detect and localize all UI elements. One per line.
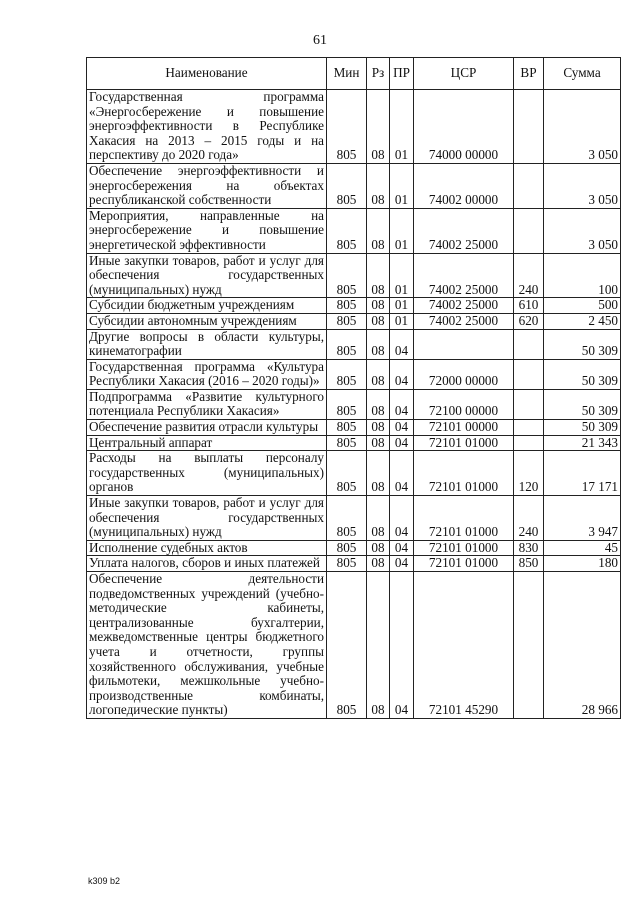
row-rz-cell: 08 — [367, 329, 390, 359]
table-body — [87, 90, 621, 719]
row-pr-cell: 04 — [390, 329, 414, 359]
row-pr-cell: 04 — [390, 496, 414, 541]
row-sum-cell: 28 966 — [544, 572, 621, 719]
row-pr-cell: 04 — [390, 451, 414, 496]
row-sum-cell: 3 050 — [544, 163, 621, 208]
row-csr-cell: 72101 01000 — [414, 496, 514, 541]
row-rz-cell: 08 — [367, 451, 390, 496]
row-pr-cell: 04 — [390, 556, 414, 572]
table-row — [87, 435, 621, 451]
row-name-cell: Обеспечение деятельности подведомственных учреждений (учебно-методические кабинеты, централизованные бухгалтерии, межведомственные центры бюджетного учета и отчетности, группы хозяйственного обслуживания, учебные фильмотеки, межшкольные учебно-производственные комбинаты, логопедические пункты) — [87, 572, 327, 719]
row-rz-cell: 08 — [367, 420, 390, 436]
row-sum-cell: 2 450 — [544, 313, 621, 329]
column-header-pr: ПР — [390, 58, 414, 90]
row-rz-cell: 08 — [367, 556, 390, 572]
row-rz-cell: 08 — [367, 496, 390, 541]
row-name-cell: Субсидии автономным учреждениям — [87, 313, 327, 329]
row-rz-cell: 08 — [367, 572, 390, 719]
row-name-cell: Расходы на выплаты персоналу государственных (муниципальных) органов — [87, 451, 327, 496]
row-min-cell: 805 — [327, 253, 367, 298]
row-rz-cell: 08 — [367, 435, 390, 451]
column-header-csr: ЦСР — [414, 58, 514, 90]
row-csr-cell: 72101 01000 — [414, 435, 514, 451]
row-csr-cell: 74002 25000 — [414, 313, 514, 329]
table-row — [87, 90, 621, 164]
row-csr-cell: 74002 25000 — [414, 208, 514, 253]
row-min-cell: 805 — [327, 329, 367, 359]
row-vr-cell — [514, 329, 544, 359]
row-vr-cell: 240 — [514, 496, 544, 541]
row-vr-cell — [514, 435, 544, 451]
table-row — [87, 313, 621, 329]
row-pr-cell: 01 — [390, 313, 414, 329]
row-pr-cell: 01 — [390, 163, 414, 208]
row-pr-cell: 04 — [390, 420, 414, 436]
row-min-cell: 805 — [327, 451, 367, 496]
row-name-cell: Мероприятия, направленные на энергосбережение и повышение энергетической эффективности — [87, 208, 327, 253]
row-rz-cell: 08 — [367, 253, 390, 298]
table-row — [87, 329, 621, 359]
table-row — [87, 389, 621, 419]
table-row — [87, 298, 621, 314]
row-rz-cell: 08 — [367, 163, 390, 208]
row-csr-cell: 74000 00000 — [414, 90, 514, 164]
row-vr-cell — [514, 420, 544, 436]
row-csr-cell: 72101 01000 — [414, 540, 514, 556]
row-min-cell: 805 — [327, 389, 367, 419]
row-min-cell: 805 — [327, 540, 367, 556]
row-name-cell: Государственная программа «Энергосбережение и повышение энергоэффективности в Республике Хакасия на 2013 – 2015 годы и на перспективу до 2020 года» — [87, 90, 327, 164]
row-sum-cell: 45 — [544, 540, 621, 556]
row-vr-cell — [514, 359, 544, 389]
row-min-cell: 805 — [327, 496, 367, 541]
row-min-cell: 805 — [327, 420, 367, 436]
row-vr-cell — [514, 163, 544, 208]
row-pr-cell: 04 — [390, 540, 414, 556]
row-rz-cell: 08 — [367, 298, 390, 314]
row-name-cell: Исполнение судебных актов — [87, 540, 327, 556]
row-name-cell: Центральный аппарат — [87, 435, 327, 451]
column-header-rz: Рз — [367, 58, 390, 90]
table-row — [87, 451, 621, 496]
row-vr-cell: 610 — [514, 298, 544, 314]
row-rz-cell: 08 — [367, 540, 390, 556]
table-row — [87, 556, 621, 572]
table-header-row — [87, 58, 621, 90]
row-sum-cell: 50 309 — [544, 329, 621, 359]
row-min-cell: 805 — [327, 208, 367, 253]
row-vr-cell — [514, 208, 544, 253]
row-csr-cell: 72101 01000 — [414, 556, 514, 572]
row-pr-cell: 01 — [390, 253, 414, 298]
table-row — [87, 420, 621, 436]
column-header-vr: ВР — [514, 58, 544, 90]
table-row — [87, 359, 621, 389]
row-vr-cell: 620 — [514, 313, 544, 329]
row-sum-cell: 100 — [544, 253, 621, 298]
row-pr-cell: 04 — [390, 435, 414, 451]
row-rz-cell: 08 — [367, 90, 390, 164]
row-vr-cell — [514, 389, 544, 419]
row-name-cell: Обеспечение энергоэффективности и энергосбережения на объектах республиканской собственности — [87, 163, 327, 208]
row-vr-cell: 850 — [514, 556, 544, 572]
row-name-cell: Уплата налогов, сборов и иных платежей — [87, 556, 327, 572]
row-min-cell: 805 — [327, 90, 367, 164]
table-row — [87, 572, 621, 719]
row-sum-cell: 50 309 — [544, 359, 621, 389]
row-min-cell: 805 — [327, 359, 367, 389]
row-pr-cell: 01 — [390, 208, 414, 253]
table-row — [87, 253, 621, 298]
column-header-name: Наименование — [87, 58, 327, 90]
row-csr-cell: 72101 45290 — [414, 572, 514, 719]
row-csr-cell: 74002 25000 — [414, 253, 514, 298]
row-csr-cell: 74002 25000 — [414, 298, 514, 314]
row-sum-cell: 17 171 — [544, 451, 621, 496]
row-vr-cell — [514, 90, 544, 164]
row-min-cell: 805 — [327, 163, 367, 208]
row-rz-cell: 08 — [367, 313, 390, 329]
row-pr-cell: 01 — [390, 298, 414, 314]
row-csr-cell: 72000 00000 — [414, 359, 514, 389]
row-sum-cell: 21 343 — [544, 435, 621, 451]
row-min-cell: 805 — [327, 435, 367, 451]
table-row — [87, 208, 621, 253]
row-pr-cell: 04 — [390, 572, 414, 719]
row-csr-cell — [414, 329, 514, 359]
row-min-cell: 805 — [327, 556, 367, 572]
row-name-cell: Иные закупки товаров, работ и услуг для обеспечения государственных (муниципальных) нужд — [87, 496, 327, 541]
footer-code: k309 b2 — [88, 876, 121, 886]
row-name-cell: Обеспечение развития отрасли культуры — [87, 420, 327, 436]
row-name-cell: Другие вопросы в области культуры, кинематографии — [87, 329, 327, 359]
page-number: 61 — [313, 33, 327, 48]
row-csr-cell: 72101 00000 — [414, 420, 514, 436]
row-vr-cell: 120 — [514, 451, 544, 496]
table-row — [87, 540, 621, 556]
row-sum-cell: 3 050 — [544, 208, 621, 253]
row-vr-cell: 830 — [514, 540, 544, 556]
row-pr-cell: 04 — [390, 389, 414, 419]
row-pr-cell: 01 — [390, 90, 414, 164]
row-name-cell: Государственная программа «Культура Республики Хакасия (2016 – 2020 годы)» — [87, 359, 327, 389]
row-sum-cell: 500 — [544, 298, 621, 314]
row-rz-cell: 08 — [367, 359, 390, 389]
row-name-cell: Подпрограмма «Развитие культурного потенциала Республики Хакасия» — [87, 389, 327, 419]
row-vr-cell: 240 — [514, 253, 544, 298]
row-sum-cell: 180 — [544, 556, 621, 572]
row-min-cell: 805 — [327, 298, 367, 314]
column-header-sum: Сумма — [544, 58, 621, 90]
row-min-cell: 805 — [327, 572, 367, 719]
row-sum-cell: 3 050 — [544, 90, 621, 164]
table-row — [87, 496, 621, 541]
row-rz-cell: 08 — [367, 389, 390, 419]
row-rz-cell: 08 — [367, 208, 390, 253]
row-pr-cell: 04 — [390, 359, 414, 389]
row-min-cell: 805 — [327, 313, 367, 329]
row-csr-cell: 72100 00000 — [414, 389, 514, 419]
row-vr-cell — [514, 572, 544, 719]
table-row — [87, 163, 621, 208]
row-sum-cell: 3 947 — [544, 496, 621, 541]
budget-table — [86, 57, 621, 719]
row-sum-cell: 50 309 — [544, 389, 621, 419]
row-sum-cell: 50 309 — [544, 420, 621, 436]
row-name-cell: Субсидии бюджетным учреждениям — [87, 298, 327, 314]
row-csr-cell: 74002 00000 — [414, 163, 514, 208]
row-csr-cell: 72101 01000 — [414, 451, 514, 496]
column-header-min: Мин — [327, 58, 367, 90]
row-name-cell: Иные закупки товаров, работ и услуг для обеспечения государственных (муниципальных) нужд — [87, 253, 327, 298]
